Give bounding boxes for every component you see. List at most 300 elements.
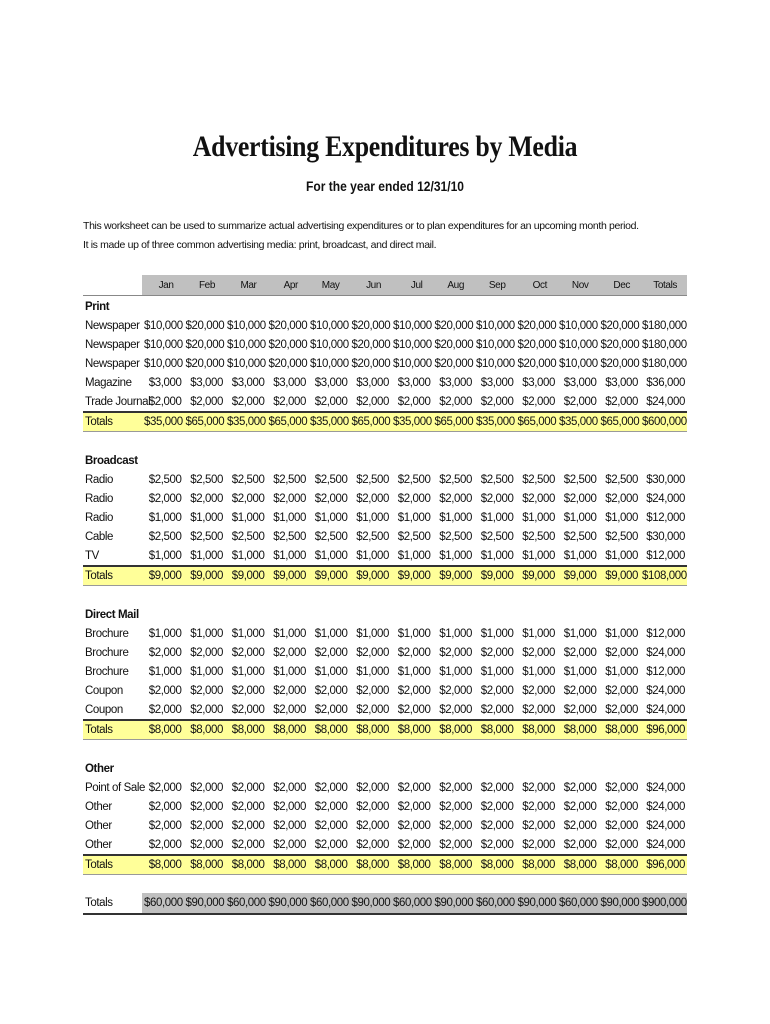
month-value-cell: $35,000	[557, 412, 599, 432]
month-value-cell: $2,000	[397, 492, 431, 505]
month-value-cell: $2,000	[231, 684, 265, 697]
row-label: Point of Sale	[85, 781, 146, 794]
month-value-cell: $8,000	[225, 720, 267, 740]
column-header-jan: Jan	[142, 275, 184, 296]
row-total-cell: $108,000	[640, 566, 687, 586]
month-value-cell: $2,000	[190, 800, 223, 813]
month-value-cell: $2,000	[273, 800, 306, 813]
month-value-cell: $1,000	[563, 511, 597, 524]
month-value-cell: $10,000	[476, 357, 515, 370]
row-total-cell: $600,000	[640, 412, 687, 432]
month-value-cell: $2,000	[397, 838, 431, 851]
month-value-cell: $1,000	[314, 665, 348, 678]
month-value-cell: $2,000	[273, 684, 306, 697]
row-label: Trade Journal	[85, 395, 151, 408]
month-value-cell: $2,000	[605, 781, 638, 794]
month-value-cell: $2,500	[148, 473, 182, 486]
month-value-cell: $2,000	[480, 838, 514, 851]
row-total-cell: $30,000	[646, 473, 685, 486]
section-total-row	[83, 720, 687, 740]
row-label: Brochure	[85, 665, 129, 678]
row-label: Other	[85, 838, 112, 851]
month-value-cell: $10,000	[227, 319, 266, 332]
month-value-cell: $8,000	[142, 720, 184, 740]
month-value-cell: $1,000	[522, 665, 555, 678]
month-value-cell: $2,000	[148, 492, 182, 505]
month-value-cell: $20,000	[185, 338, 225, 351]
month-value-cell: $9,000	[557, 566, 599, 586]
month-value-cell: $2,500	[439, 530, 472, 543]
table-row	[83, 527, 687, 546]
month-value-cell: $20,000	[600, 357, 640, 370]
month-value-cell: $60,000	[391, 893, 433, 914]
month-value-cell: $2,000	[563, 646, 597, 659]
column-header-mar: Mar	[225, 275, 267, 296]
month-value-cell: $8,000	[391, 855, 433, 875]
month-value-cell: $2,000	[273, 703, 306, 716]
month-value-cell: $2,000	[439, 492, 472, 505]
month-value-cell: $20,000	[351, 338, 391, 351]
month-value-cell: $2,500	[314, 473, 348, 486]
row-total-cell: $24,000	[646, 684, 685, 697]
month-value-cell: $2,000	[480, 492, 514, 505]
month-value-cell: $2,000	[190, 781, 223, 794]
month-value-cell: $8,000	[391, 720, 433, 740]
month-value-cell: $10,000	[144, 319, 183, 332]
month-value-cell: $2,000	[397, 800, 431, 813]
row-total-cell: $12,000	[646, 511, 685, 524]
month-value-cell: $10,000	[227, 338, 266, 351]
month-value-cell: $1,000	[605, 627, 638, 640]
table-row	[83, 700, 687, 720]
description-line-1: This worksheet can be used to summarize actual advertising expenditures or to plan expenditures for an upcoming month period.	[83, 220, 639, 232]
month-value-cell: $1,000	[231, 549, 265, 562]
month-value-cell: $3,000	[605, 376, 638, 389]
month-value-cell: $2,000	[273, 819, 306, 832]
month-value-cell: $8,000	[599, 855, 641, 875]
month-value-cell: $2,000	[439, 819, 472, 832]
month-value-cell: $2,000	[563, 492, 597, 505]
page-subtitle: For the year ended 12/31/10	[306, 178, 464, 194]
month-value-cell: $2,000	[356, 838, 389, 851]
month-value-cell: $2,500	[605, 530, 638, 543]
row-label: Coupon	[85, 703, 123, 716]
month-value-cell: $8,000	[433, 855, 475, 875]
row-total-cell: $180,000	[642, 319, 687, 332]
month-value-cell: $1,000	[190, 665, 223, 678]
description-line-2: It is made up of three common advertising media: print, broadcast, and direct mail.	[83, 239, 437, 251]
row-total-cell: $24,000	[646, 800, 685, 813]
header-row	[83, 275, 687, 296]
month-value-cell: $8,000	[474, 855, 516, 875]
row-total-cell: $24,000	[646, 838, 685, 851]
month-value-cell: $2,000	[522, 703, 555, 716]
row-label: Coupon	[85, 684, 123, 697]
month-value-cell: $1,000	[563, 549, 597, 562]
row-label: Brochure	[85, 627, 129, 640]
month-value-cell: $2,000	[605, 703, 638, 716]
month-value-cell: $1,000	[231, 665, 265, 678]
month-value-cell: $1,000	[439, 549, 472, 562]
grand-total-row	[83, 893, 687, 914]
month-value-cell: $3,000	[356, 376, 389, 389]
month-value-cell: $2,500	[397, 530, 431, 543]
section-heading-row	[83, 604, 687, 624]
month-value-cell: $3,000	[397, 376, 431, 389]
month-value-cell: $2,500	[273, 473, 306, 486]
month-value-cell: $2,000	[356, 800, 389, 813]
month-value-cell: $2,000	[439, 646, 472, 659]
month-value-cell: $9,000	[599, 566, 641, 586]
column-header-dec: Dec	[599, 275, 641, 296]
month-value-cell: $8,000	[557, 855, 599, 875]
column-header-feb: Feb	[184, 275, 226, 296]
row-label: Totals	[83, 566, 142, 586]
month-value-cell: $10,000	[476, 319, 515, 332]
month-value-cell: $3,000	[273, 376, 306, 389]
month-value-cell: $8,000	[599, 720, 641, 740]
month-value-cell: $2,000	[314, 395, 348, 408]
month-value-cell: $2,000	[563, 819, 597, 832]
month-value-cell: $65,000	[516, 412, 558, 432]
month-value-cell: $1,000	[190, 511, 223, 524]
month-value-cell: $2,000	[148, 819, 182, 832]
month-value-cell: $2,000	[480, 703, 514, 716]
month-value-cell: $2,000	[439, 800, 472, 813]
row-label: Magazine	[85, 376, 132, 389]
month-value-cell: $2,000	[148, 781, 182, 794]
month-value-cell: $10,000	[227, 357, 266, 370]
month-value-cell: $2,000	[273, 781, 306, 794]
month-value-cell: $20,000	[351, 319, 391, 332]
table-row	[83, 392, 687, 412]
month-value-cell: $1,000	[231, 511, 265, 524]
spacer-row	[83, 586, 687, 605]
month-value-cell: $9,000	[184, 566, 226, 586]
column-header-nov: Nov	[557, 275, 599, 296]
month-value-cell: $2,000	[148, 646, 182, 659]
month-value-cell: $1,000	[190, 549, 223, 562]
month-value-cell: $65,000	[184, 412, 226, 432]
section-total-row	[83, 855, 687, 875]
month-value-cell: $20,000	[434, 319, 474, 332]
month-value-cell: $1,000	[314, 511, 348, 524]
month-value-cell: $20,000	[517, 338, 557, 351]
table-row	[83, 662, 687, 681]
month-value-cell: $2,000	[480, 819, 514, 832]
month-value-cell: $2,000	[273, 492, 306, 505]
month-value-cell: $1,000	[522, 549, 555, 562]
month-value-cell: $2,000	[397, 819, 431, 832]
month-value-cell: $60,000	[308, 893, 350, 914]
month-value-cell: $2,000	[314, 684, 348, 697]
row-total-cell: $24,000	[646, 703, 685, 716]
table-row	[83, 316, 687, 335]
table-row	[83, 546, 687, 566]
month-value-cell: $1,000	[563, 627, 597, 640]
month-value-cell: $8,000	[350, 855, 392, 875]
month-value-cell: $2,000	[314, 781, 348, 794]
month-value-cell: $2,000	[231, 819, 265, 832]
month-value-cell: $10,000	[144, 357, 183, 370]
month-value-cell: $1,000	[356, 511, 389, 524]
month-value-cell: $60,000	[557, 893, 599, 914]
month-value-cell: $1,000	[397, 511, 431, 524]
month-value-cell: $2,500	[356, 473, 389, 486]
column-header-totals: Totals	[640, 275, 687, 296]
month-value-cell: $35,000	[142, 412, 184, 432]
section-heading: Direct Mail	[85, 609, 139, 621]
month-value-cell: $10,000	[310, 357, 349, 370]
row-label: Radio	[85, 492, 114, 505]
month-value-cell: $2,000	[480, 395, 514, 408]
month-value-cell: $2,500	[563, 530, 597, 543]
row-label: TV	[85, 549, 99, 562]
month-value-cell: $2,000	[522, 646, 555, 659]
row-label: Other	[85, 800, 112, 813]
month-value-cell: $1,000	[480, 549, 514, 562]
month-value-cell: $2,000	[231, 395, 265, 408]
month-value-cell: $9,000	[433, 566, 475, 586]
column-header-jun: Jun	[350, 275, 392, 296]
month-value-cell: $2,000	[522, 838, 555, 851]
month-value-cell: $2,000	[605, 819, 638, 832]
month-value-cell: $2,000	[480, 800, 514, 813]
month-value-cell: $2,000	[563, 684, 597, 697]
month-value-cell: $1,000	[356, 665, 389, 678]
month-value-cell: $2,000	[480, 646, 514, 659]
month-value-cell: $90,000	[516, 893, 558, 914]
month-value-cell: $90,000	[433, 893, 475, 914]
month-value-cell: $2,000	[522, 684, 555, 697]
month-value-cell: $8,000	[267, 855, 309, 875]
month-value-cell: $2,000	[397, 646, 431, 659]
month-value-cell: $2,000	[480, 684, 514, 697]
row-label: Other	[85, 819, 112, 832]
header-blank-cell	[83, 275, 142, 296]
month-value-cell: $35,000	[308, 412, 350, 432]
month-value-cell: $3,000	[314, 376, 348, 389]
month-value-cell: $9,000	[350, 566, 392, 586]
page-title: Advertising Expenditures by Media	[192, 130, 578, 163]
month-value-cell: $9,000	[516, 566, 558, 586]
row-label: Newspaper	[85, 357, 140, 370]
month-value-cell: $20,000	[517, 319, 557, 332]
month-value-cell: $60,000	[225, 893, 267, 914]
month-value-cell: $2,000	[439, 703, 472, 716]
month-value-cell: $20,000	[351, 357, 391, 370]
table-row	[83, 681, 687, 700]
row-total-cell: $12,000	[646, 627, 685, 640]
month-value-cell: $1,000	[273, 627, 306, 640]
month-value-cell: $20,000	[268, 357, 308, 370]
month-value-cell: $1,000	[605, 549, 638, 562]
table-row	[83, 489, 687, 508]
month-value-cell: $2,000	[190, 646, 223, 659]
month-value-cell: $2,000	[148, 684, 182, 697]
row-total-cell: $24,000	[646, 492, 685, 505]
month-value-cell: $90,000	[184, 893, 226, 914]
table-row	[83, 643, 687, 662]
month-value-cell: $2,000	[605, 800, 638, 813]
row-label: Totals	[83, 720, 142, 740]
row-label: Radio	[85, 511, 114, 524]
month-value-cell: $1,000	[231, 627, 265, 640]
month-value-cell: $9,000	[474, 566, 516, 586]
month-value-cell: $1,000	[397, 665, 431, 678]
column-header-sep: Sep	[474, 275, 516, 296]
month-value-cell: $3,000	[480, 376, 514, 389]
column-header-may: May	[308, 275, 350, 296]
month-value-cell: $8,000	[308, 855, 350, 875]
month-value-cell: $8,000	[142, 855, 184, 875]
row-total-cell: $900,000	[640, 893, 687, 914]
month-value-cell: $2,500	[439, 473, 472, 486]
month-value-cell: $60,000	[474, 893, 516, 914]
column-header-jul: Jul	[391, 275, 433, 296]
month-value-cell: $20,000	[268, 319, 308, 332]
month-value-cell: $2,000	[605, 838, 638, 851]
month-value-cell: $2,000	[563, 395, 597, 408]
month-value-cell: $20,000	[434, 357, 474, 370]
month-value-cell: $10,000	[310, 338, 349, 351]
month-value-cell: $1,000	[605, 665, 638, 678]
month-value-cell: $2,000	[522, 395, 555, 408]
month-value-cell: $2,000	[397, 703, 431, 716]
section-heading-row	[83, 450, 687, 470]
month-value-cell: $3,000	[522, 376, 555, 389]
month-value-cell: $1,000	[314, 627, 348, 640]
month-value-cell: $2,000	[190, 838, 223, 851]
month-value-cell: $10,000	[476, 338, 515, 351]
month-value-cell: $2,000	[314, 703, 348, 716]
row-label: Brochure	[85, 646, 129, 659]
row-total-cell: $12,000	[646, 549, 685, 562]
section-heading: Broadcast	[85, 455, 138, 467]
table-row	[83, 816, 687, 835]
row-label: Totals	[83, 893, 142, 914]
row-total-cell: $24,000	[646, 819, 685, 832]
month-value-cell: $35,000	[391, 412, 433, 432]
table-row	[83, 624, 687, 643]
month-value-cell: $3,000	[563, 376, 597, 389]
month-value-cell: $3,000	[148, 376, 182, 389]
month-value-cell: $35,000	[474, 412, 516, 432]
row-total-cell: $180,000	[642, 338, 687, 351]
month-value-cell: $2,500	[605, 473, 638, 486]
month-value-cell: $65,000	[599, 412, 641, 432]
month-value-cell: $20,000	[185, 357, 225, 370]
month-value-cell: $8,000	[516, 855, 558, 875]
month-value-cell: $2,000	[148, 703, 182, 716]
table-row	[83, 835, 687, 855]
month-value-cell: $8,000	[225, 855, 267, 875]
row-total-cell: $30,000	[646, 530, 685, 543]
table-row	[83, 778, 687, 797]
month-value-cell: $2,000	[190, 395, 223, 408]
table-row	[83, 797, 687, 816]
month-value-cell: $2,000	[605, 492, 638, 505]
month-value-cell: $1,000	[439, 665, 472, 678]
month-value-cell: $1,000	[190, 627, 223, 640]
month-value-cell: $20,000	[600, 338, 640, 351]
month-value-cell: $20,000	[268, 338, 308, 351]
month-value-cell: $1,000	[480, 511, 514, 524]
month-value-cell: $2,000	[356, 684, 389, 697]
month-value-cell: $1,000	[273, 665, 306, 678]
month-value-cell: $65,000	[350, 412, 392, 432]
month-value-cell: $9,000	[267, 566, 309, 586]
month-value-cell: $1,000	[397, 549, 431, 562]
month-value-cell: $3,000	[231, 376, 265, 389]
month-value-cell: $2,000	[439, 781, 472, 794]
month-value-cell: $2,000	[522, 800, 555, 813]
month-value-cell: $90,000	[267, 893, 309, 914]
month-value-cell: $2,000	[231, 646, 265, 659]
month-value-cell: $2,500	[522, 530, 555, 543]
month-value-cell: $2,000	[605, 395, 638, 408]
month-value-cell: $2,000	[148, 395, 182, 408]
month-value-cell: $20,000	[600, 319, 640, 332]
section-heading-row	[83, 758, 687, 778]
month-value-cell: $2,000	[314, 838, 348, 851]
month-value-cell: $2,000	[480, 781, 514, 794]
column-header-oct: Oct	[516, 275, 558, 296]
month-value-cell: $2,500	[356, 530, 389, 543]
month-value-cell: $2,000	[397, 395, 431, 408]
month-value-cell: $2,000	[522, 819, 555, 832]
month-value-cell: $2,000	[314, 800, 348, 813]
expenditure-table	[83, 275, 687, 915]
month-value-cell: $2,000	[190, 819, 223, 832]
month-value-cell: $2,000	[148, 800, 182, 813]
month-value-cell: $1,000	[148, 627, 182, 640]
month-value-cell: $10,000	[393, 338, 432, 351]
row-total-cell: $24,000	[646, 395, 685, 408]
month-value-cell: $2,000	[273, 838, 306, 851]
month-value-cell: $90,000	[599, 893, 641, 914]
month-value-cell: $2,500	[231, 473, 265, 486]
row-total-cell: $96,000	[640, 720, 687, 740]
month-value-cell: $2,000	[231, 703, 265, 716]
month-value-cell: $8,000	[433, 720, 475, 740]
month-value-cell: $2,000	[273, 646, 306, 659]
month-value-cell: $1,000	[356, 549, 389, 562]
month-value-cell: $2,500	[148, 530, 182, 543]
month-value-cell: $2,000	[314, 646, 348, 659]
month-value-cell: $20,000	[185, 319, 225, 332]
row-total-cell: $36,000	[646, 376, 685, 389]
month-value-cell: $1,000	[148, 549, 182, 562]
month-value-cell: $2,000	[356, 395, 389, 408]
month-value-cell: $1,000	[273, 511, 306, 524]
table-row	[83, 508, 687, 527]
month-value-cell: $2,000	[356, 646, 389, 659]
month-value-cell: $2,000	[314, 819, 348, 832]
month-value-cell: $2,500	[190, 473, 223, 486]
month-value-cell: $2,000	[190, 492, 223, 505]
month-value-cell: $2,500	[397, 473, 431, 486]
month-value-cell: $10,000	[559, 338, 598, 351]
month-value-cell: $8,000	[350, 720, 392, 740]
row-label: Totals	[83, 412, 142, 432]
month-value-cell: $1,000	[480, 627, 514, 640]
month-value-cell: $9,000	[142, 566, 184, 586]
month-value-cell: $10,000	[144, 338, 183, 351]
month-value-cell: $8,000	[557, 720, 599, 740]
month-value-cell: $90,000	[350, 893, 392, 914]
column-header-aug: Aug	[433, 275, 475, 296]
